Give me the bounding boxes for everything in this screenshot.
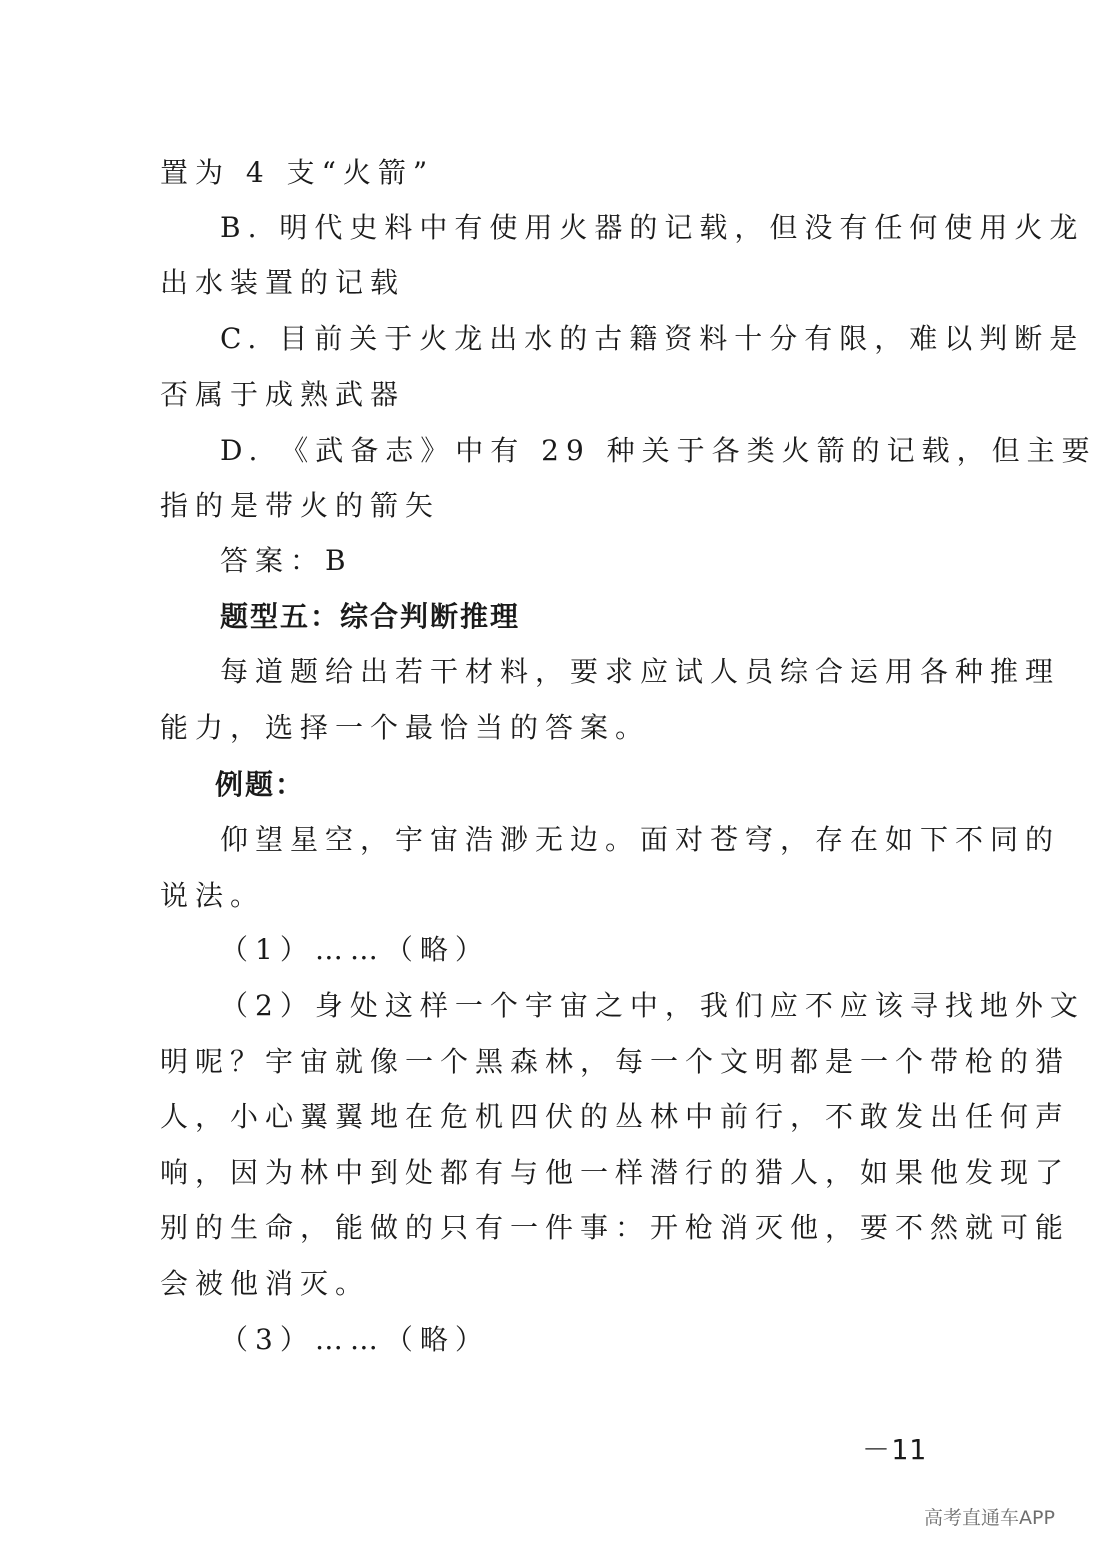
section-heading: 题型五：综合判断推理 — [220, 600, 521, 633]
example-heading: 例题： — [215, 768, 306, 801]
section-description-line-2: 能力，选择一个最恰当的答案。 — [160, 711, 651, 744]
list-item-1: （1）……（略） — [220, 933, 490, 966]
option-c-line-1: C. 目前关于火龙出水的古籍资料十分有限，难以判断是 — [220, 322, 1085, 355]
list-item-3: （3）……（略） — [220, 1323, 490, 1356]
option-c-line-2: 否属于成熟武器 — [160, 378, 406, 411]
option-d-line-2: 指的是带火的箭矢 — [160, 489, 441, 522]
option-d-line-1: D. 《武备志》中有 29 种关于各类火箭的记载，但主要 — [220, 434, 1097, 467]
option-b-line-1: B. 明代史料中有使用火器的记载，但没有任何使用火龙 — [220, 211, 1085, 244]
watermark: 高考直通车APP — [924, 1507, 1055, 1529]
list-item-2-line-3: 人，小心翼翼地在危机四伏的丛林中前行，不敢发出任何声 — [160, 1100, 1071, 1133]
paragraph-line: 仰望星空，宇宙浩渺无边。面对苍穹，存在如下不同的 — [220, 823, 1061, 856]
answer-line: 答案：B — [220, 544, 353, 577]
option-b-line-2: 出水装置的记载 — [160, 266, 406, 299]
text-line: 置为 4 支“火箭” — [160, 156, 435, 189]
list-item-2-line-4: 响，因为林中到处都有与他一样潜行的猎人，如果他发现了 — [160, 1156, 1071, 1189]
list-item-2-line-1: （2）身处这样一个宇宙之中，我们应不应该寻找地外文 — [220, 989, 1085, 1022]
section-description-line-1: 每道题给出若干材料，要求应试人员综合运用各种推理 — [220, 655, 1061, 688]
list-item-2-line-5: 别的生命，能做的只有一件事：开枪消灭他，要不然就可能 — [160, 1211, 1071, 1244]
list-item-2-line-6: 会被他消灭。 — [160, 1267, 371, 1300]
paragraph-line: 说法。 — [160, 879, 266, 912]
page-number: －11 — [862, 1433, 927, 1466]
list-item-2-line-2: 明呢？宇宙就像一个黑森林，每一个文明都是一个带枪的猎 — [160, 1045, 1071, 1078]
